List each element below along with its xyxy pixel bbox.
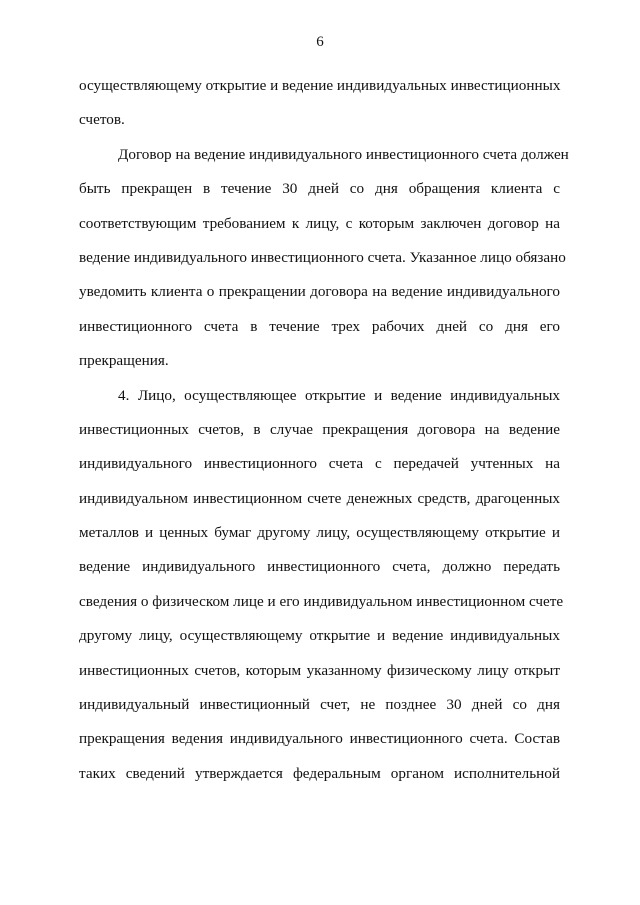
paragraph-first-line: 4. Лицо, осуществляющее открытие и ведение индивидуальных (118, 386, 560, 404)
text-line: индивидуального инвестиционного счета с передачей учтенных на (79, 455, 560, 473)
text-line: прекращения ведения индивидуального инвестиционного счета. Состав (79, 730, 560, 748)
text-line: счетов. (79, 111, 125, 129)
text-line: таких сведений утверждается федеральным органом исполнительной (79, 764, 560, 782)
text-line: быть прекращен в течение 30 дней со дня обращения клиента с (79, 180, 560, 198)
text-line: уведомить клиента о прекращении договора на ведение индивидуального (79, 283, 560, 301)
text-line: инвестиционных счетов, в случае прекращения договора на ведение (79, 420, 560, 438)
text-line: индивидуальный инвестиционный счет, не позднее 30 дней со дня (79, 696, 560, 714)
text-line: инвестиционных счетов, которым указанному физическому лицу открыт (79, 661, 560, 679)
text-line: осуществляющему открытие и ведение индивидуальных инвестиционных (79, 77, 561, 94)
text-line: другому лицу, осуществляющему открытие и ведение индивидуальных (79, 627, 560, 645)
text-line: сведения о физическом лице и его индивидуальном инвестиционном счете (79, 592, 564, 610)
page-number: 6 (316, 34, 324, 50)
paragraph-first-line: Договор на ведение индивидуального инвестиционного счета должен (118, 145, 569, 163)
document-body (79, 69, 569, 791)
text-line: ведение индивидуального инвестиционного счета. Указанное лицо обязано (79, 248, 566, 266)
text-line: инвестиционного счета в течение трех рабочих дней со дня его (79, 317, 560, 335)
text-line: индивидуальном инвестиционном счете денежных средств, драгоценных (79, 489, 560, 507)
text-line: соответствующим требованием к лицу, с которым заключен договор на (79, 214, 560, 232)
text-line: металлов и ценных бумаг другому лицу, осуществляющему открытие и (79, 524, 560, 542)
text-line: ведение индивидуального инвестиционного счета, должно передать (79, 558, 560, 576)
text-line: прекращения. (79, 352, 169, 370)
